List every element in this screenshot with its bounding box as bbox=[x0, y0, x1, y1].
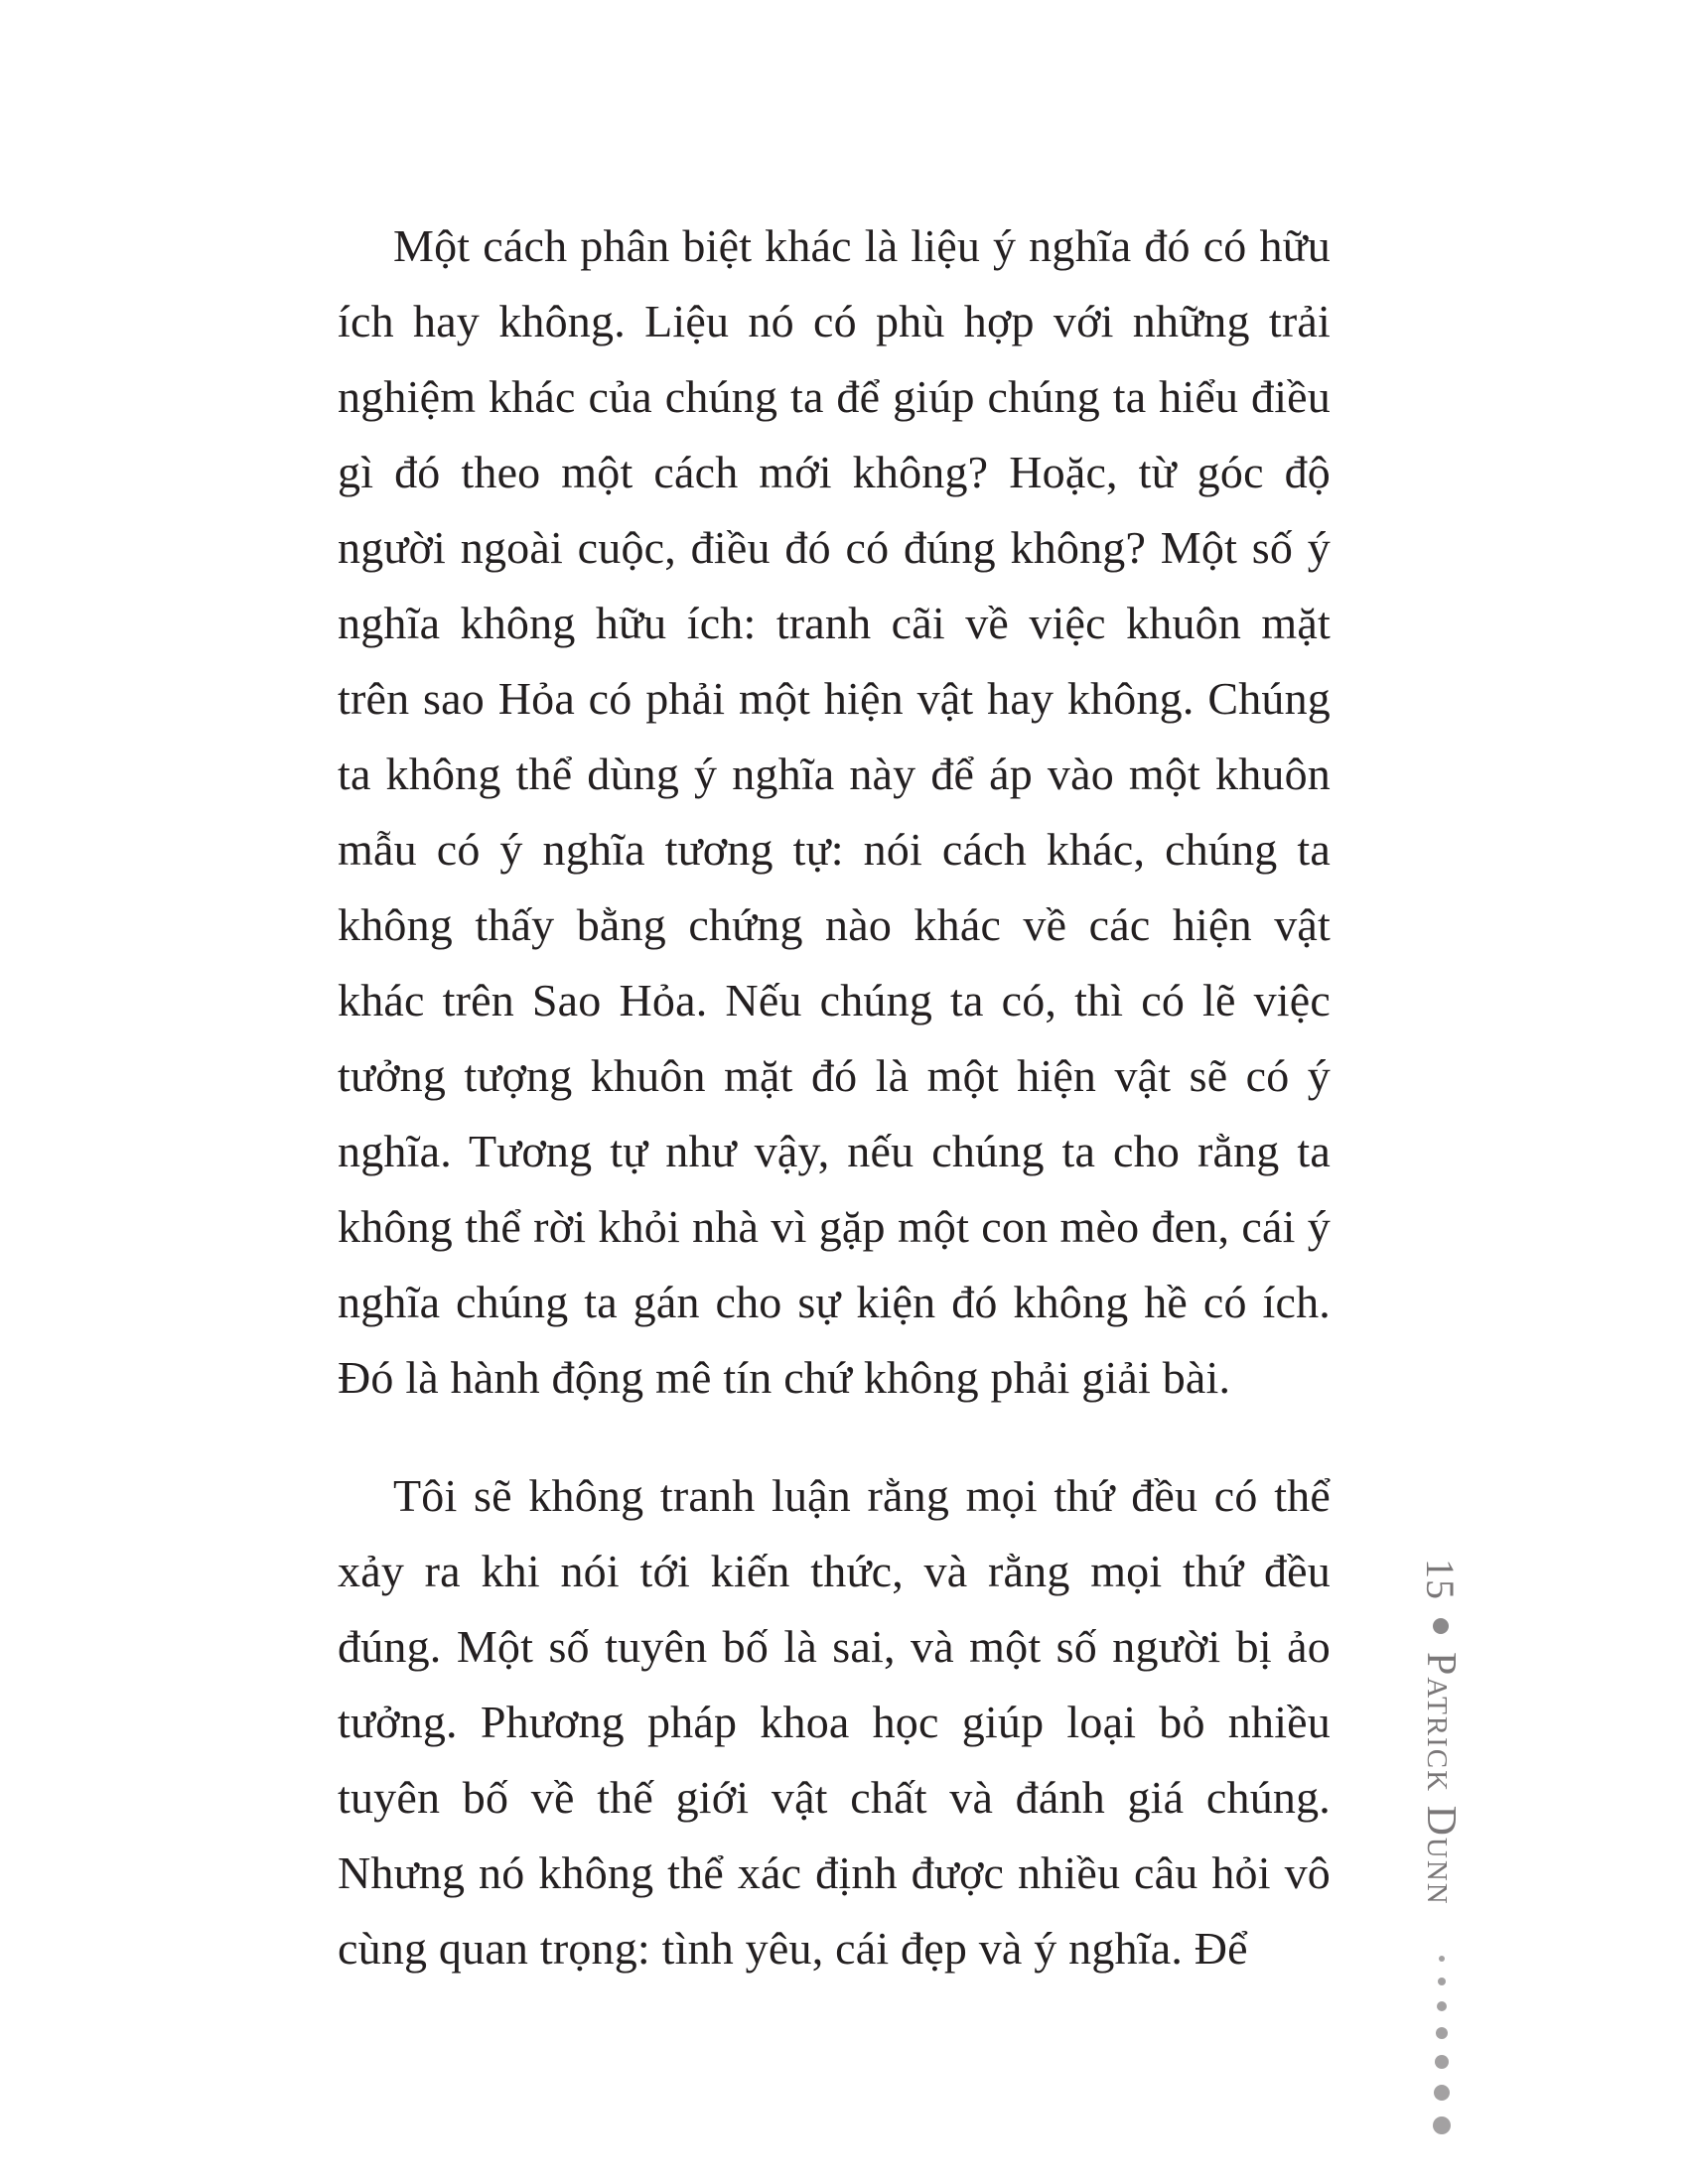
dot-icon bbox=[1437, 2001, 1447, 2011]
dot-icon bbox=[1433, 2116, 1451, 2134]
dot-icon bbox=[1438, 1978, 1446, 1985]
page-sidebar bbox=[1393, 1559, 1492, 2154]
dot-icon bbox=[1436, 2027, 1448, 2039]
dot-icon bbox=[1439, 1956, 1445, 1962]
body-paragraph-1: Một cách phân biệt khác là liệu ý nghĩa đó có hữu ích hay không. Liệu nó có phù hợp với những trải nghiệm khác của chúng ta để giúp chúng ta hiểu điều gì đó theo một cách mới không? Hoặc, từ góc độ người ngoài cuộc, điều đó có đúng không? Một số ý nghĩa không hữu ích: tranh cãi về việc khuôn mặt trên sao Hỏa có phải một hiện vật hay không. Chúng ta không thể dùng ý nghĩa này để áp vào một khuôn mẫu có ý nghĩa tương tự: nói cách khác, chúng ta không thấy bằng chứng nào khác về các hiện vật khác trên Sao Hỏa. Nếu chúng ta có, thì có lẽ việc tưởng tượng khuôn mặt đó là một hiện vật sẽ có ý nghĩa. Tương tự như vậy, nếu chúng ta cho rằng ta không thể rời khỏi nhà vì gặp một con mèo đen, cái ý nghĩa chúng ta gán cho sự kiện đó không hề có ích. Đó là hành động mê tín chứ không phải giải bài. bbox=[338, 220, 1331, 1403]
author-name: Patrick Dunn bbox=[1418, 1652, 1464, 1906]
running-head bbox=[1417, 1559, 1465, 1906]
dot-icon bbox=[1434, 2085, 1450, 2101]
separator-dot-icon bbox=[1433, 1618, 1449, 1634]
body-text bbox=[338, 208, 1331, 2029]
body-paragraph-2: Tôi sẽ không tranh luận rằng mọi thứ đều có thể xảy ra khi nói tới kiến thức, và rằng mọi thứ đều đúng. Một số tuyên bố là sai, và một số người bị ảo tưởng. Phương pháp khoa học giúp loại bỏ nhiều tuyên bố về thế giới vật chất và đánh giá chúng. Nhưng nó không thể xác định được nhiều câu hỏi vô cùng quan trọng: tình yêu, cái đẹp và ý nghĩa. Để bbox=[338, 1470, 1331, 1974]
dot-icon bbox=[1435, 2055, 1449, 2069]
page-number: 15 bbox=[1418, 1559, 1464, 1600]
